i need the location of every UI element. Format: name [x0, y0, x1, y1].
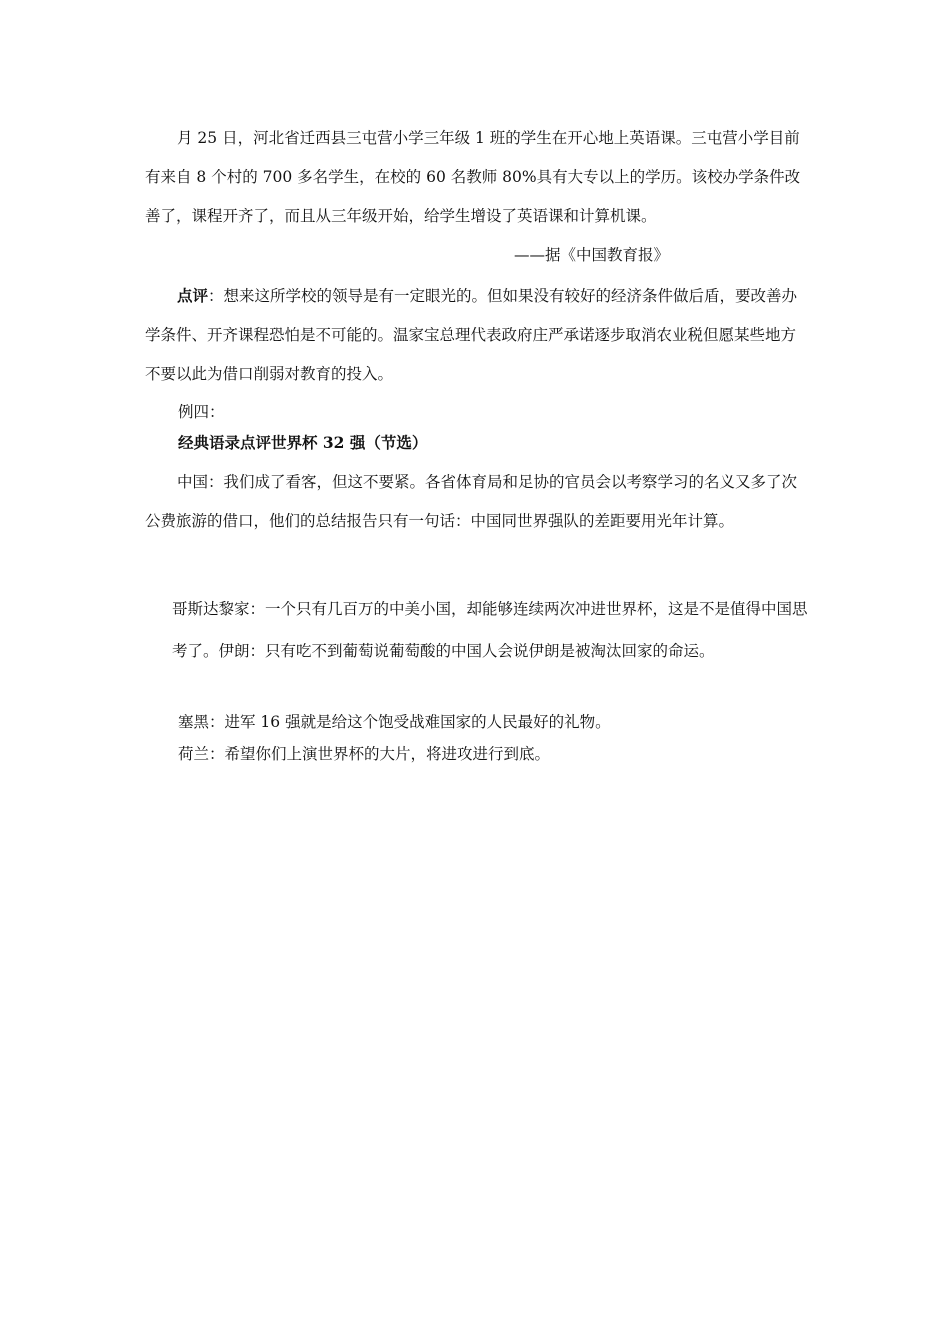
quote-netherlands: 荷兰：希望你们上演世界杯的大片，将进攻进行到底。 [178, 745, 551, 763]
source-citation: ——据《中国教育报》 [514, 246, 670, 264]
comment-label: 点评 [177, 286, 209, 305]
quote-senegal: 塞黑：进军 16 强就是给这个饱受战难国家的人民最好的礼物。 [178, 713, 611, 731]
paragraph-comment [145, 276, 807, 394]
quote-costa-rica: 哥斯达黎家：一个只有几百万的中美小国，却能够连续两次冲进世界杯，这是不是值得中国思考了。伊朗：只有吃不到葡萄说葡萄酸的中国人会说伊朗是被淘汰回家的命运。 [172, 600, 808, 660]
paragraph-school-news: 月 25 日，河北省迁西县三屯营小学三年级 1 班的学生在开心地上英语课。三屯营小学目前有来自 8 个村的 700 多名学生，在校的 60 名教师 80%具有大专以上的学历。该校办学条件改善了，课程开齐了，而且从三年级开始，给学生增设了英语课和计算机课。 [145, 129, 801, 225]
section-heading: 经典语录点评世界杯 32 强（节选） [178, 433, 428, 452]
quote-china: 中国：我们成了看客，但这不要紧。各省体育局和足协的官员会以考察学习的名义又多了次公费旅游的借口，他们的总结报告只有一句话：中国同世界强队的差距要用光年计算。 [145, 473, 798, 530]
example-label: 例四： [178, 403, 225, 421]
comment-text: ：想来这所学校的领导是有一定眼光的。但如果没有较好的经济条件做后盾，要改善办学条件、开齐课程恐怕是不可能的。温家宝总理代表政府庄严承诺逐步取消农业税但愿某些地方不要以此为借口削弱对教育的投入。 [145, 287, 798, 383]
